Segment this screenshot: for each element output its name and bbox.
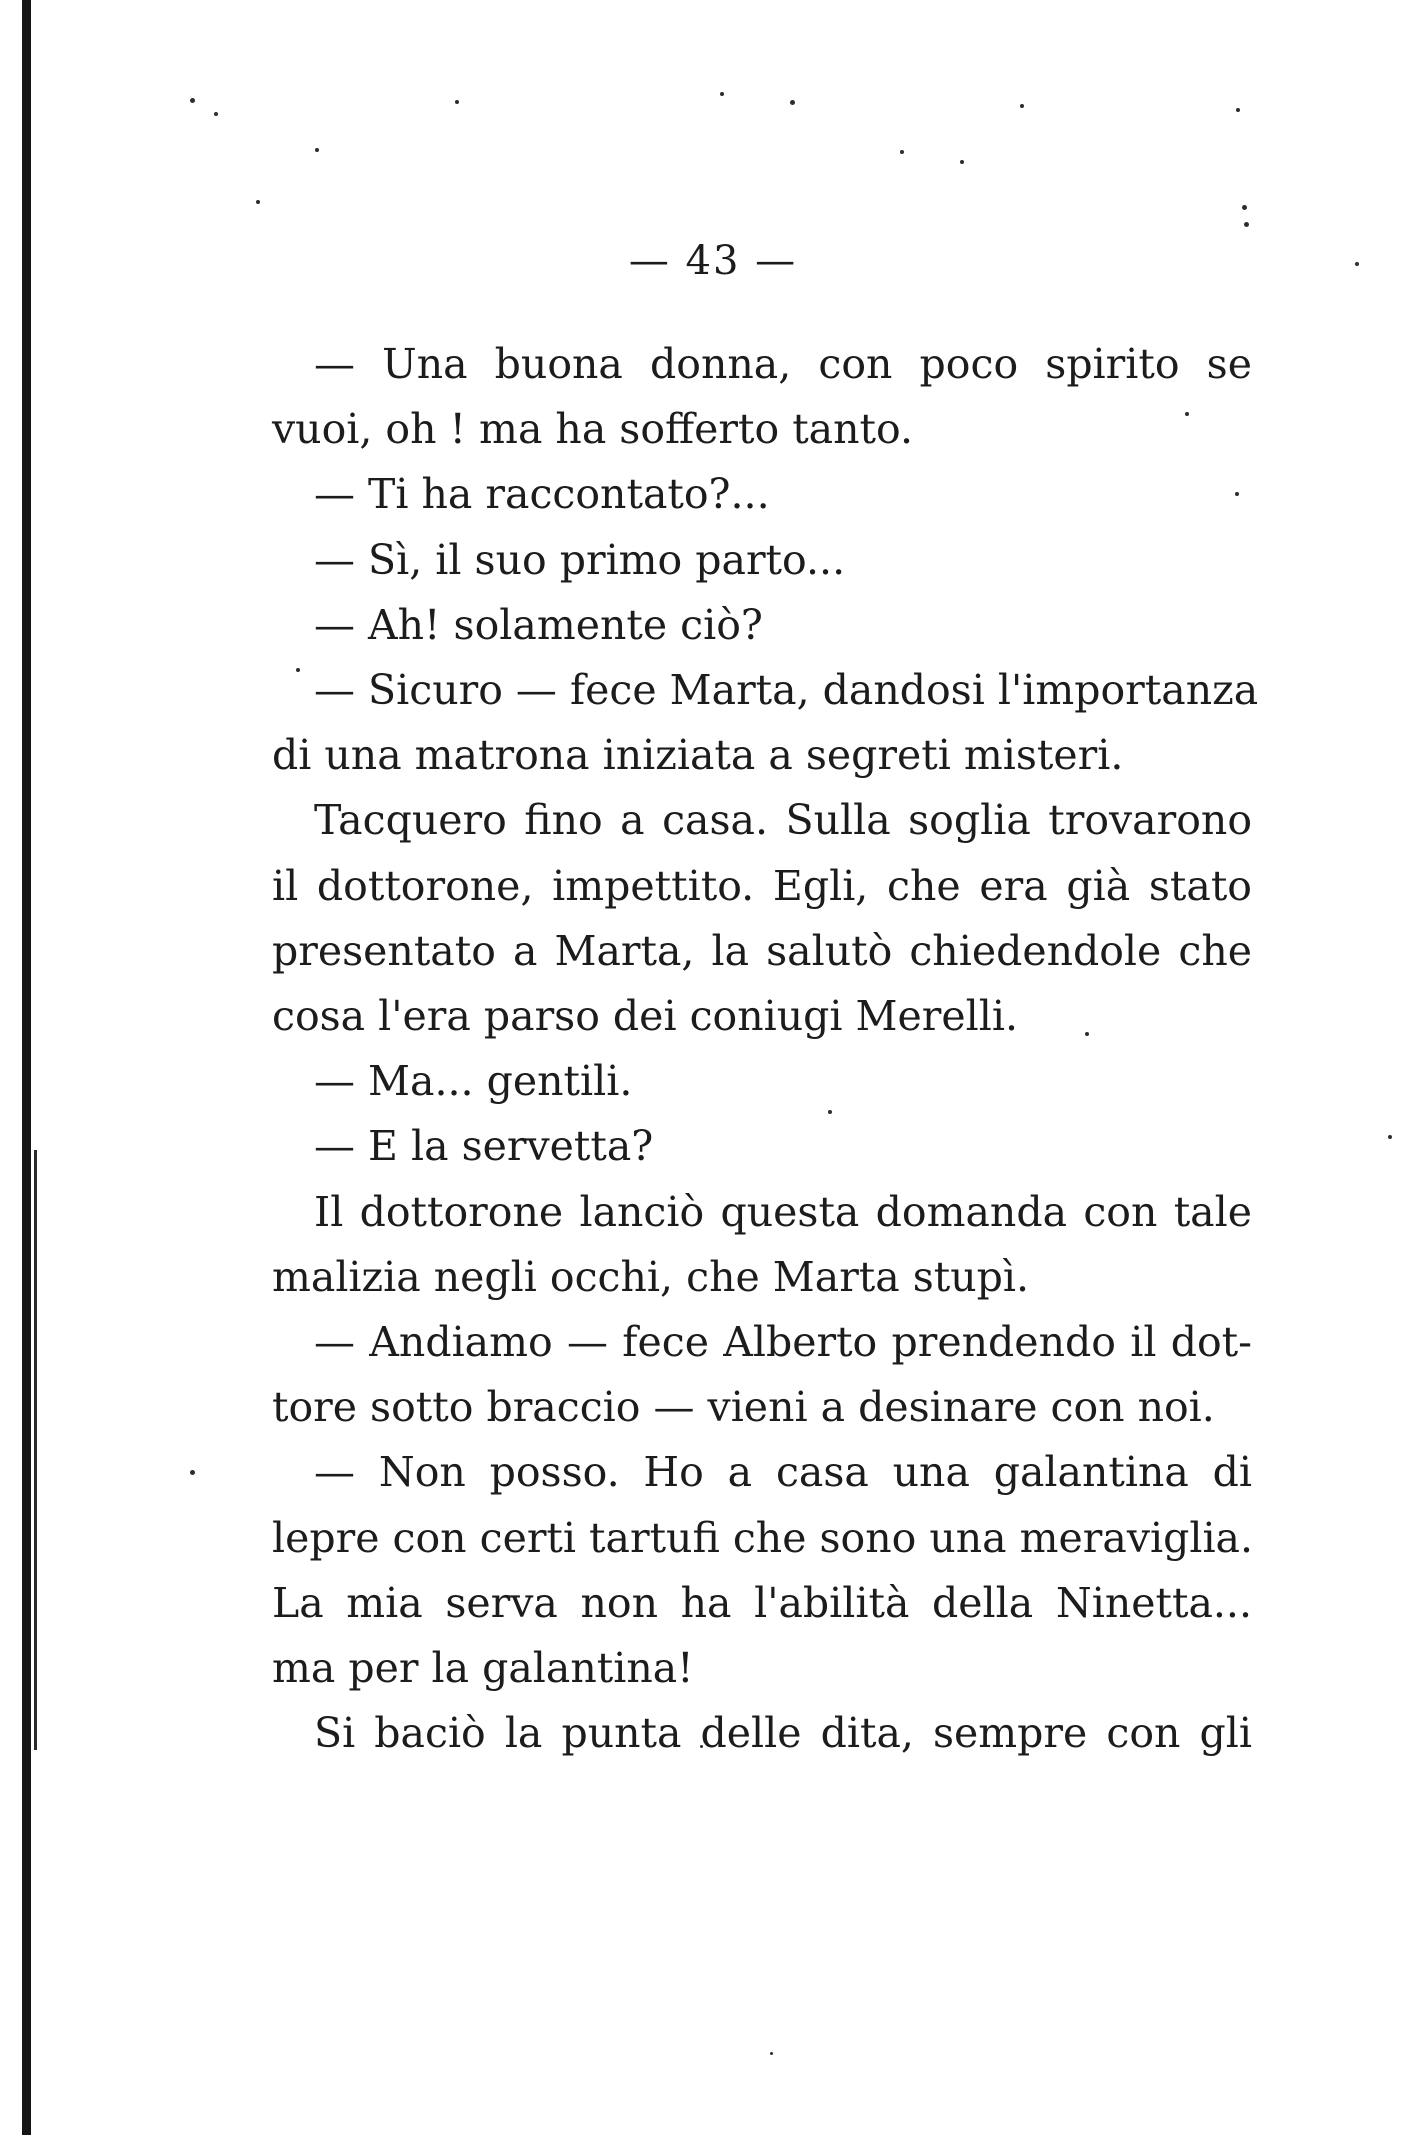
text-line: — Una buona donna, con poco spirito se (314, 340, 1252, 388)
speck (1388, 1135, 1392, 1139)
speck (256, 200, 260, 204)
text-line: — Non posso. Ho a casa una galantina di (314, 1448, 1252, 1497)
text-line: vuoi, oh ! ma ha sofferto tanto. (272, 405, 914, 454)
text-line: — Ah! solamente ciò? (314, 600, 763, 649)
text-line: di una matrona iniziata a segreti misteri. (272, 731, 1124, 780)
text-line: ma per la galantina! (272, 1644, 694, 1693)
text-line: — Andiamo — fece Alberto prendendo il dot- (314, 1318, 1252, 1367)
speck (190, 98, 195, 103)
speck (214, 112, 218, 116)
speck (900, 150, 904, 154)
speck (720, 92, 724, 96)
text-line: Il dottorone lanciò questa domanda con tale (314, 1187, 1252, 1236)
speck (315, 148, 319, 152)
speck (190, 1470, 195, 1475)
speck (1244, 222, 1249, 227)
text-line: — Ma... gentili. (314, 1057, 633, 1106)
text-line: — Ti ha raccontato?... (314, 470, 770, 519)
speck (790, 100, 795, 105)
text-line: il dottorone, impettito. Egli, che era già stato (272, 861, 1252, 910)
speck (960, 160, 964, 164)
body-text (272, 332, 1259, 1766)
speck (1020, 104, 1024, 108)
text-line: Tacquero fino a casa. Sulla soglia trovarono (314, 796, 1252, 845)
text-line: malizia negli occhi, che Marta stupì. (272, 1252, 1030, 1301)
text-line: La mia serva non ha l'abilità della Ninetta... (272, 1578, 1252, 1627)
page-number: — 43 — (628, 238, 798, 284)
text-line: — Sì, il suo primo parto... (314, 535, 846, 584)
binding-edge-shadow (34, 1150, 37, 1750)
text-line: cosa l'era parso dei coniugi Merelli. (272, 992, 1019, 1041)
speck (770, 2052, 773, 2055)
text-line: lepre con certi tartufi che sono una meraviglia. (272, 1513, 1254, 1562)
binding-edge (22, 0, 31, 2135)
text-line: tore sotto braccio — vieni a desinare con noi. (272, 1383, 1215, 1432)
text-line: — E la servetta? (314, 1122, 654, 1171)
text-line: presentato a Marta, la salutò chiedendole che (272, 926, 1252, 975)
text-line: — Sicuro — fece Marta, dandosi l'importanza (314, 666, 1259, 715)
speck (455, 100, 459, 104)
speck (1242, 205, 1247, 210)
text-line: Si baciò la punta delle dita, sempre con gli (314, 1709, 1252, 1758)
speck (1236, 108, 1240, 112)
